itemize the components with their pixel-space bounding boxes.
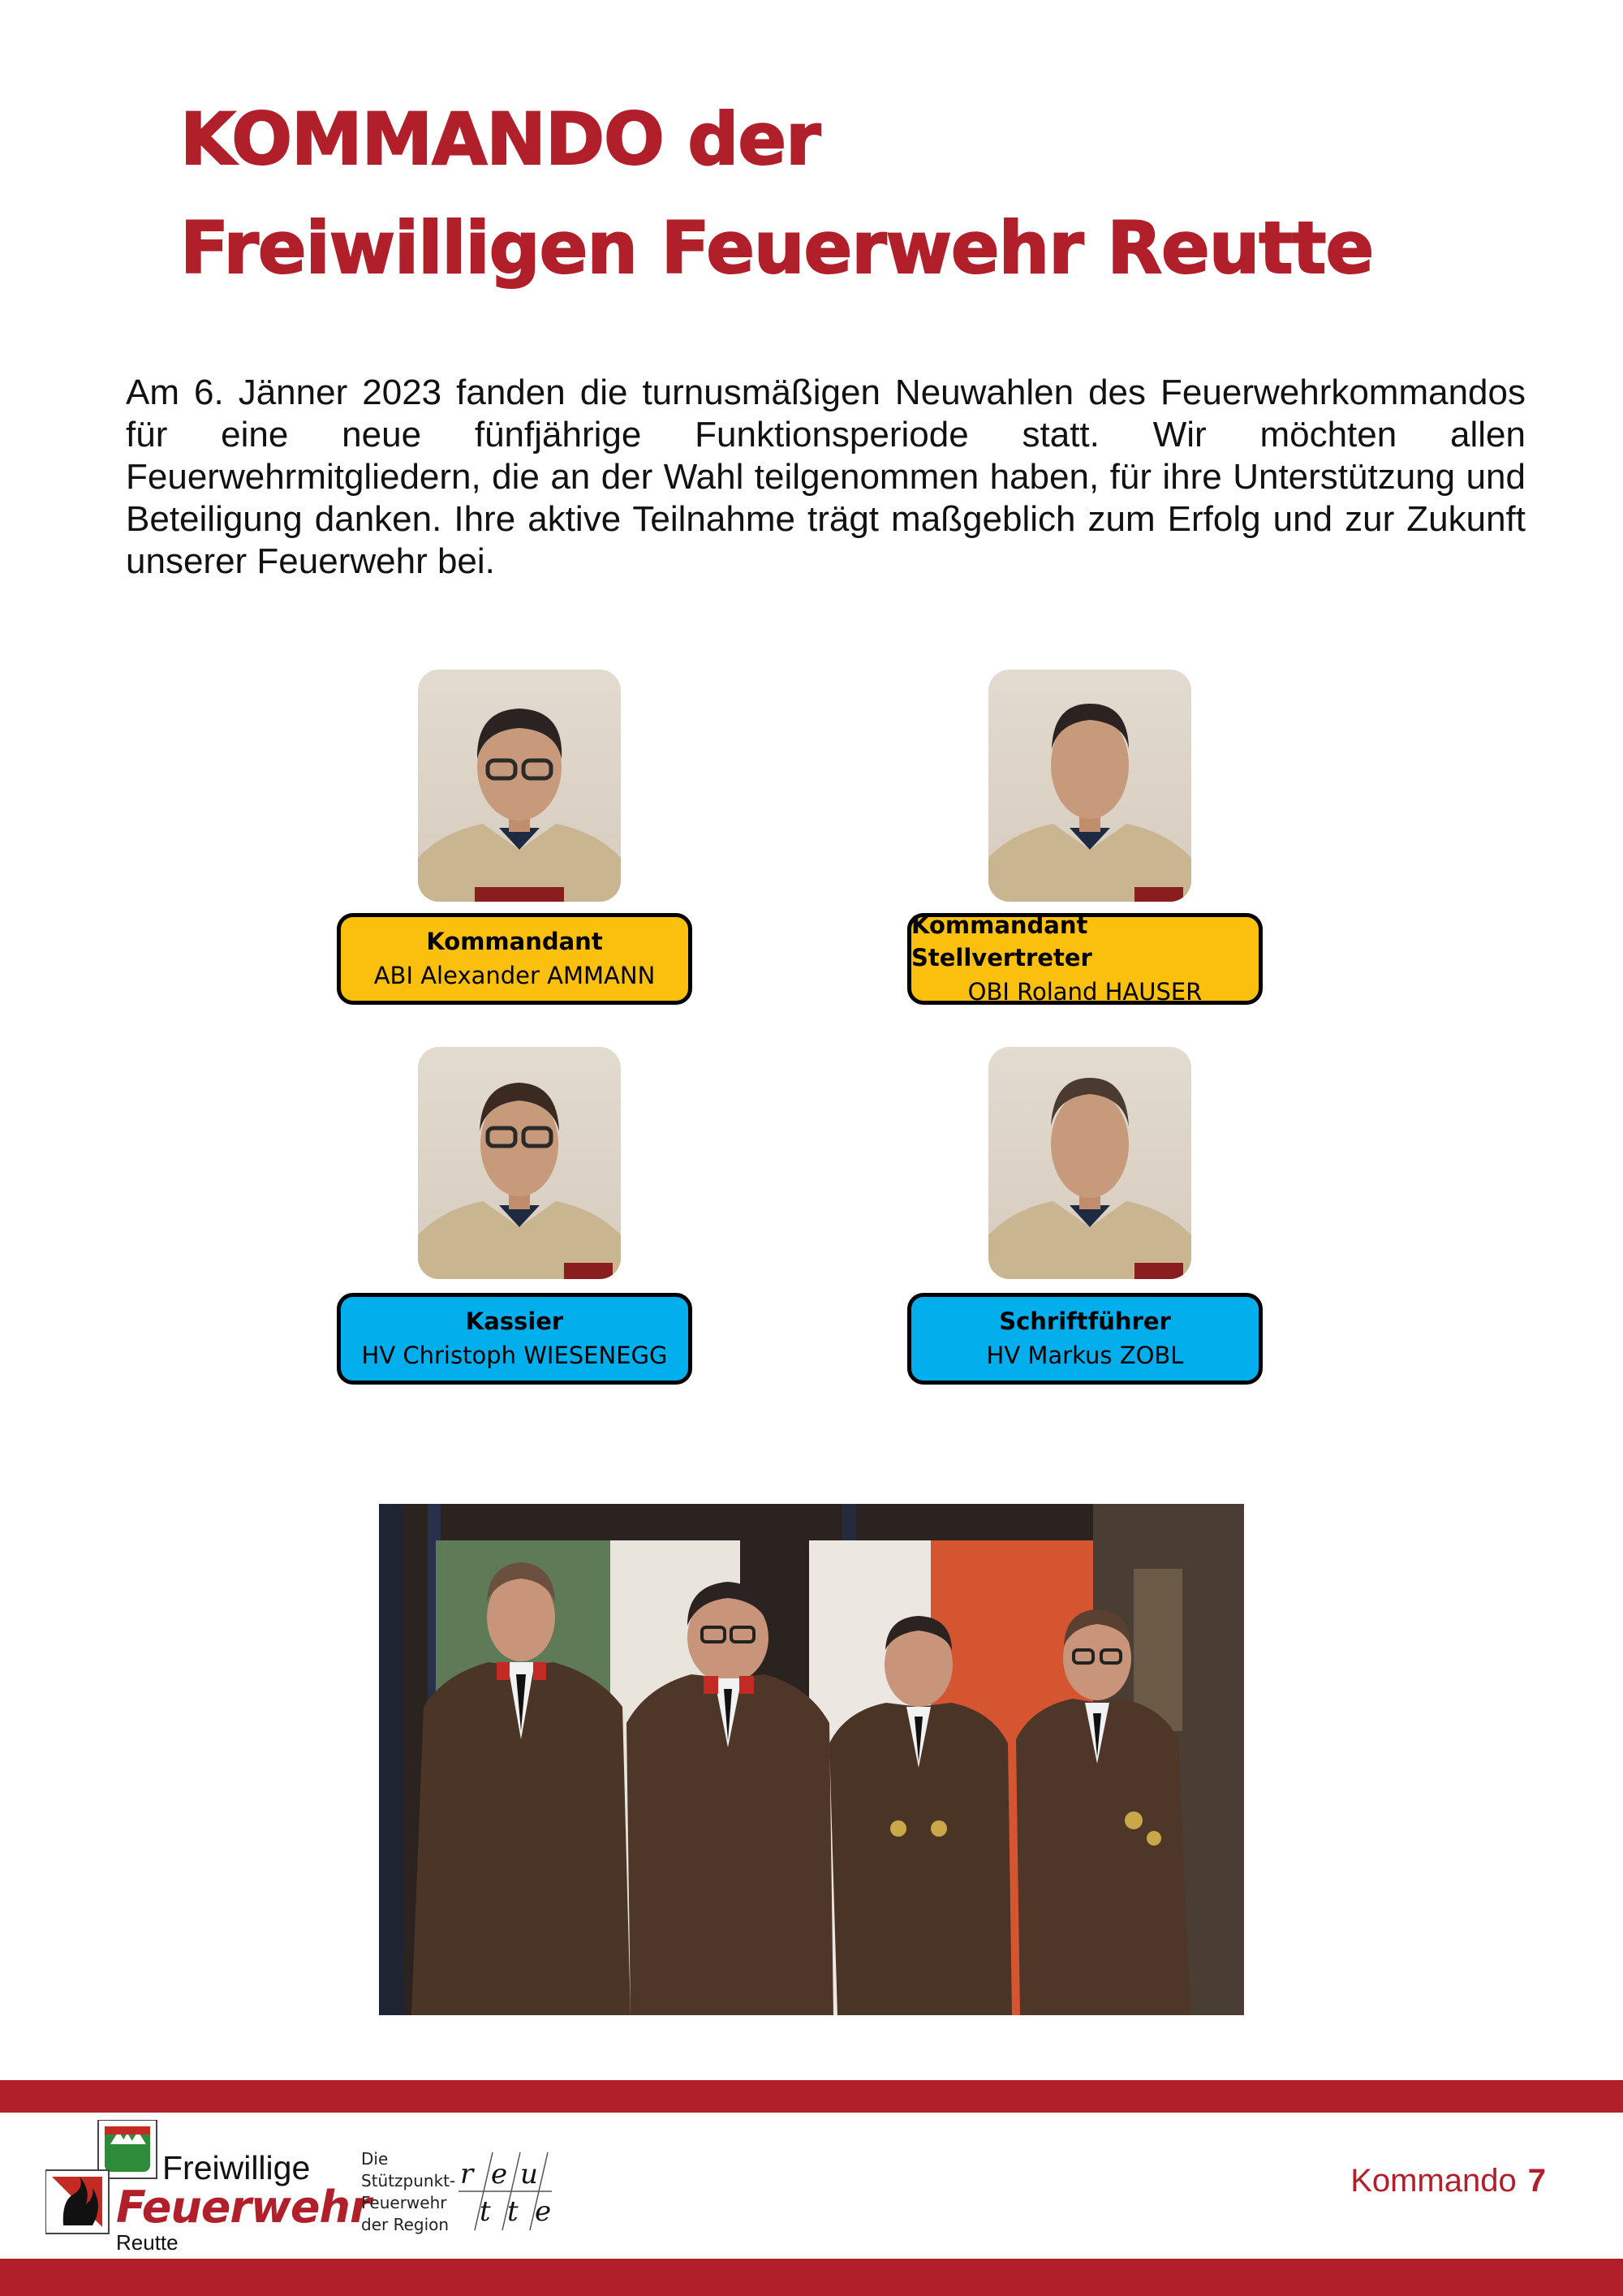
stuetzpunkt-line: Feuerwehr xyxy=(361,2193,447,2212)
portrait-photo-kommandant-stellvertreter xyxy=(988,670,1191,902)
stuetzpunkt-line: Die xyxy=(361,2149,389,2169)
logo-line-freiwillige: Freiwillige xyxy=(162,2149,311,2186)
stuetzpunkt-text xyxy=(361,2148,455,2236)
intro-paragraph: Am 6. Jänner 2023 fanden die turnusmäßigen Neuwahlen des Feuerwehrkommandos für eine neue fünfjährige Funktionsperiode statt. Wir möchten allen Feuerwehrmitgliedern, die an der Wahl teilgenommen haben, für ihre Unterstützung und Beteiligung danken. Ihre aktive Teilnahme trägt maßgeblich zum Erfolg und zur Zukunft unserer Feuerwehr bei. xyxy=(126,373,1526,581)
member-role: Kassier xyxy=(465,1307,564,1335)
reutte-letter: e xyxy=(491,2158,508,2190)
portrait-photo-schriftfuehrer xyxy=(988,1047,1191,1279)
reutte-letter: u xyxy=(520,2158,538,2190)
member-card-kommandant-stellvertreter xyxy=(907,913,1263,1005)
member-card-kassier xyxy=(337,1293,692,1385)
footer-band-top xyxy=(0,2080,1623,2113)
member-role: Schriftführer xyxy=(999,1307,1171,1335)
member-name: HV Christoph WIESENEGG xyxy=(361,1341,668,1369)
reutte-wordmark xyxy=(450,2151,556,2232)
reutte-letter: t xyxy=(480,2195,491,2228)
member-name: ABI Alexander AMMANN xyxy=(373,961,656,989)
page-reference xyxy=(1350,2163,1546,2199)
reutte-letter: e xyxy=(535,2195,552,2228)
member-card-kommandant xyxy=(337,913,692,1005)
page-title-line2: Freiwilligen Feuerwehr Reutte xyxy=(180,206,1374,290)
member-role: Kommandant xyxy=(426,927,603,955)
member-name: OBI Roland HAUSER xyxy=(967,977,1203,1006)
member-role: Kommandant Stellvertreter xyxy=(911,911,1092,971)
logo-line-feuerwehr: Feuerwehr xyxy=(116,2182,371,2233)
stuetzpunkt-line: Stützpunkt- xyxy=(361,2171,456,2190)
portrait-photo-kommandant xyxy=(418,670,621,902)
reutte-letter: t xyxy=(507,2195,519,2228)
page-title-line1: KOMMANDO der xyxy=(180,97,820,181)
stuetzpunkt-line: der Region xyxy=(361,2215,450,2234)
section-label: Kommando xyxy=(1350,2163,1517,2199)
page-number: 7 xyxy=(1527,2163,1546,2199)
group-photo xyxy=(379,1504,1244,2015)
reutte-letter: r xyxy=(460,2158,474,2190)
logo-line-reutte: Reutte xyxy=(116,2230,179,2255)
portrait-photo-kassier xyxy=(418,1047,621,1279)
member-card-schriftfuehrer xyxy=(907,1293,1263,1385)
footer-band-bottom xyxy=(0,2259,1623,2296)
member-name: HV Markus ZOBL xyxy=(986,1341,1184,1369)
